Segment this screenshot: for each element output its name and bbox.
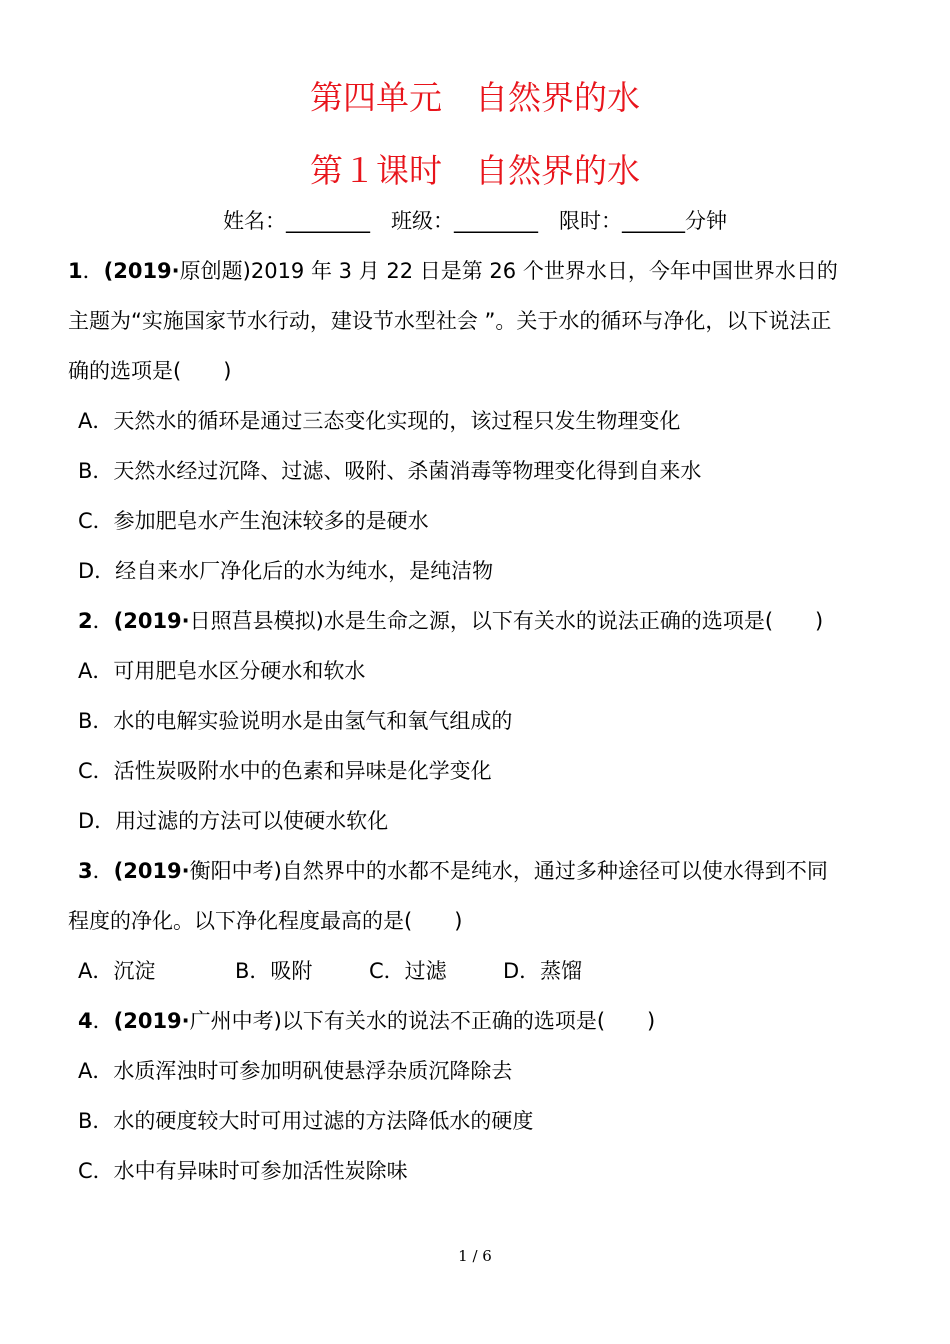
question-4-option-a: A．水质浑浊时可参加明矾使悬浮杂质沉降除去: [78, 1059, 513, 1083]
question-1-number: 1: [68, 259, 83, 283]
question-4-option-b: B．水的硬度较大时可用过滤的方法降低水的硬度: [78, 1109, 534, 1133]
question-2-number: 2: [78, 609, 93, 633]
question-2-option-a: A．可用肥皂水区分硬水和软水: [78, 659, 366, 683]
question-3-line-2: 程度的净化。以下净化程度最高的是( ): [68, 909, 463, 933]
question-1-line-1: 1．(2019·原创题)2019 年 3 月 22 日是第 26 个世界水日，今年中国世界水日的: [68, 259, 838, 283]
question-1-option-b: B．天然水经过沉降、过滤、吸附、杀菌消毒等物理变化得到自来水: [78, 459, 702, 483]
question-4-line-1: 4．(2019·广州中考)以下有关水的说法不正确的选项是( ): [78, 1009, 656, 1033]
question-3-number: 3: [78, 859, 93, 883]
question-3-line-1: 3．(2019·衡阳中考)自然界中的水都不是纯水，通过多种途径可以使水得到不同: [78, 859, 828, 883]
lesson-title: 第１课时 自然界的水: [310, 151, 640, 190]
question-3-source: (2019·: [113, 859, 190, 883]
question-2-option-c: C．活性炭吸附水中的色素和异味是化学变化: [78, 759, 492, 783]
question-4-source: (2019·: [113, 1009, 190, 1033]
unit-title: 第四单元 自然界的水: [310, 78, 640, 117]
question-3-option-b: B．吸附: [235, 959, 313, 983]
question-2-option-b: B．水的电解实验说明水是由氢气和氧气组成的: [78, 709, 513, 733]
question-3-option-a: A．沉淀: [78, 959, 156, 983]
question-1-option-a: A．天然水的循环是通过三态变化实现的，该过程只发生物理变化: [78, 409, 681, 433]
page-indicator: 1 / 6: [458, 1247, 492, 1265]
question-4-option-c: C．水中有异味时可参加活性炭除味: [78, 1159, 408, 1183]
question-4-number: 4: [78, 1009, 93, 1033]
question-2-option-d: D．用过滤的方法可以使硬水软化: [78, 809, 389, 833]
question-2-source: (2019·: [113, 609, 190, 633]
question-1-source: (2019·: [103, 259, 180, 283]
question-1-option-d: D．经自来水厂净化后的水为纯水，是纯洁物: [78, 559, 494, 583]
question-1-option-c: C．参加肥皂水产生泡沫较多的是硬水: [78, 509, 429, 533]
question-3-options: [78, 956, 778, 986]
question-3-option-c: C．过滤: [369, 959, 447, 983]
question-1-line-3: 确的选项是( ): [68, 359, 232, 383]
question-3-option-d: D．蒸馏: [503, 959, 583, 983]
student-info-line: 姓名：________ 班级：________ 限时：______分钟: [223, 209, 727, 233]
question-2-line-1: 2．(2019·日照莒县模拟)水是生命之源，以下有关水的说法正确的选项是( ): [78, 609, 824, 633]
question-1-line-2: 主题为“实施国家节水行动，建设节水型社会 ”。关于水的循环与净化，以下说法正: [68, 309, 832, 333]
